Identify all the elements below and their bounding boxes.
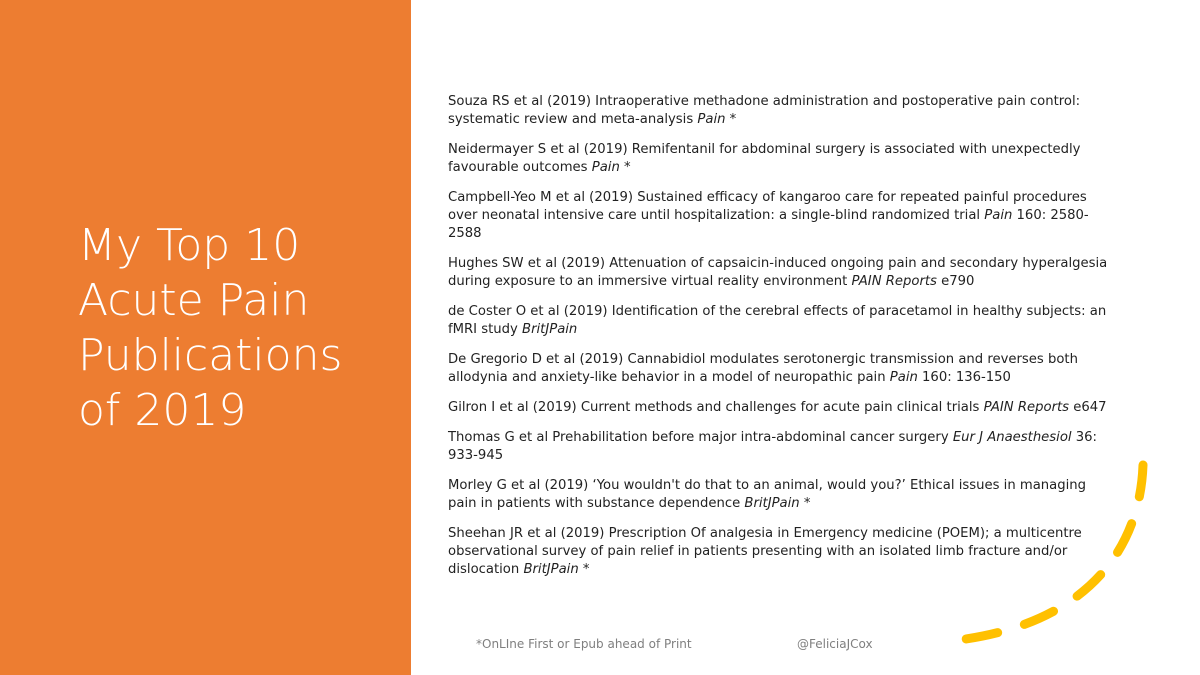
dashed-curve-stroke [940, 465, 1143, 642]
journal-name: BritJPain * [523, 562, 590, 577]
reference-item: Souza RS et al (2019) Intraoperative methadone administration and postoperative pain control: systematic review and meta-analysis Pain * [448, 94, 1081, 127]
journal-name: BritJPain * [744, 496, 811, 511]
reference-item: Morley G et al (2019) ‘You wouldn't do that to an animal, would you?’ Ethical issues in managing pain in patients with substance dependence BritJPain * [448, 478, 1087, 511]
reference-item: Neidermayer S et al (2019) Remifentanil for abdominal surgery is associated with unexpectedly favourable outcomes Pain * [448, 142, 1081, 175]
journal-name: Pain [984, 208, 1013, 223]
journal-name: Eur J Anaesthesiol [952, 430, 1072, 445]
reference-item: Campbell-Yeo M et al (2019) Sustained efficacy of kangaroo care for repeated painful procedures over neonatal intensive care until hospitalization: a single-blind randomized trial Pain 160: 2580-2588 [448, 190, 1089, 241]
reference-item: Thomas G et al Prehabilitation before major intra-abdominal cancer surgery Eur J Anaesthesiol 36: 933-945 [448, 430, 1097, 463]
reference-item: de Coster O et al (2019) Identification of the cerebral effects of paracetamol in healthy subjects: an fMRI study BritJPain [448, 304, 1107, 337]
title-line-1: My Top 10 [78, 220, 301, 271]
journal-name: Pain * [591, 160, 631, 175]
twitter-handle: @FeliciaJCox [797, 637, 873, 651]
journal-name: PAIN Reports [983, 400, 1070, 415]
journal-name: BritJPain [522, 322, 578, 337]
slide-title [78, 218, 398, 438]
title-line-2: Acute Pain [78, 275, 310, 326]
dashed-curve-decoration [925, 455, 1165, 655]
footnote: *OnLIne First or Epub ahead of Print [476, 637, 692, 651]
reference-item: Sheehan JR et al (2019) Prescription Of analgesia in Emergency medicine (POEM); a multicentre observational survey of pain relief in patients presenting with an isolated limb fracture and/or dislocation BritJPain * [448, 526, 1082, 577]
journal-name: Pain * [697, 112, 737, 127]
reference-item: Hughes SW et al (2019) Attenuation of capsaicin-induced ongoing pain and secondary hyperalgesia during exposure to an immersive virtual reality environment PAIN Reports e790 [448, 256, 1108, 289]
journal-name: Pain [889, 370, 918, 385]
reference-item: De Gregorio D et al (2019) Cannabidiol modulates serotonergic transmission and reverses both allodynia and anxiety-like behavior in a model of neuropathic pain Pain 160: 136-150 [448, 352, 1078, 385]
title-line-3: Publications [78, 330, 343, 381]
orange-side-panel [0, 0, 411, 675]
journal-name: PAIN Reports [851, 274, 937, 289]
title-line-4: of 2019 [78, 385, 247, 436]
reference-item: Gilron I et al (2019) Current methods and challenges for acute pain clinical trials PAIN Reports e647 [448, 400, 1107, 415]
